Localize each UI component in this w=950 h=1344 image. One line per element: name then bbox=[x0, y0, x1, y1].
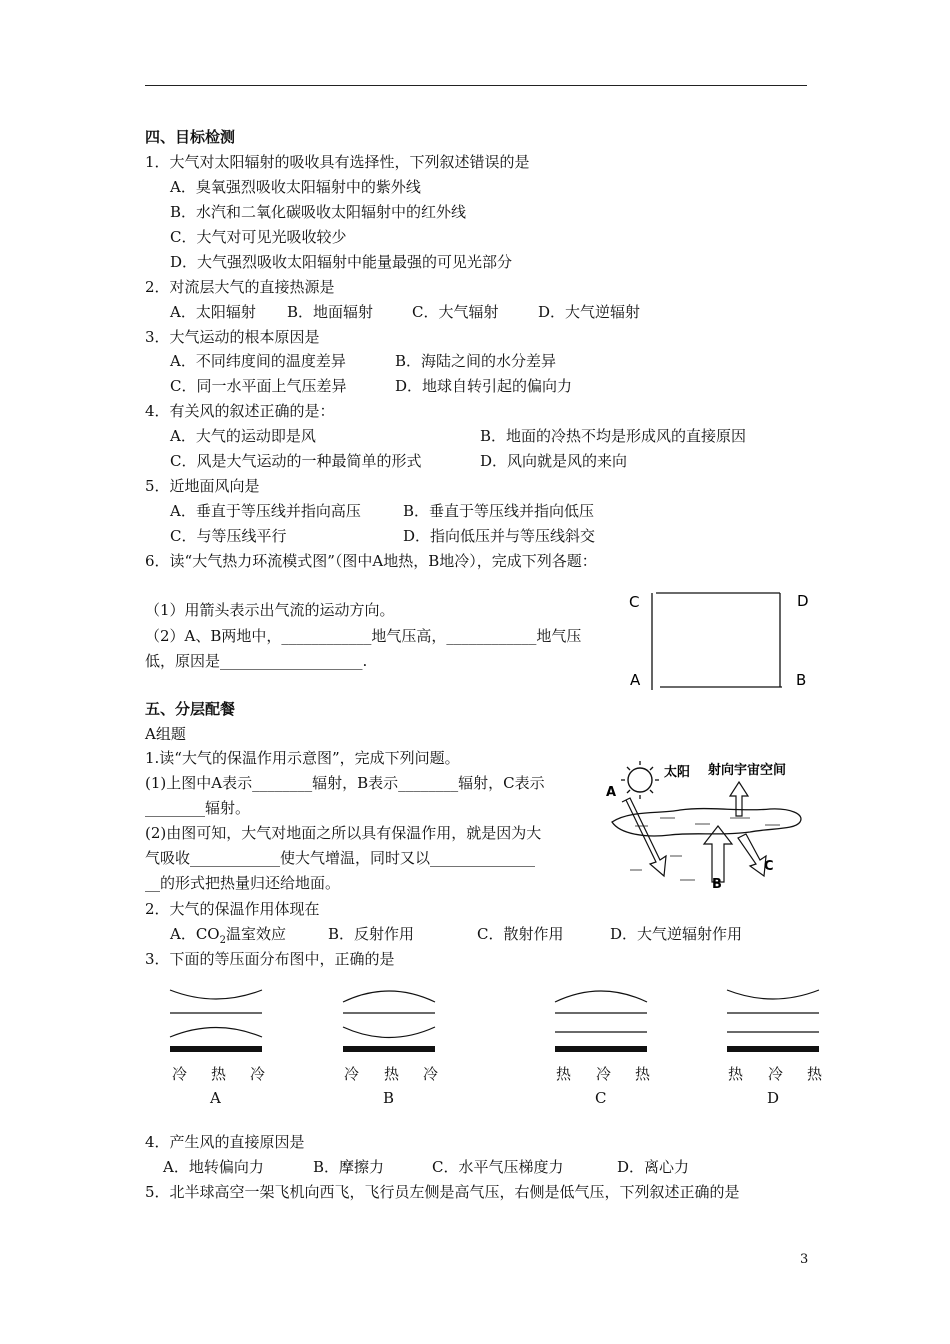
sun-label: 太阳 bbox=[664, 765, 691, 780]
arrow-a-label: A bbox=[606, 785, 617, 800]
question-stem: 1．大气对太阳辐射的吸收具有选择性，下列叙述错误的是 bbox=[145, 153, 530, 171]
sub-question: (2)由图可知，大气对地面之所以具有保温作用，就是因为大 bbox=[145, 824, 542, 842]
isobar-figure-c bbox=[555, 991, 647, 1052]
option-b: B．垂直于等压线并指向低压 bbox=[403, 502, 595, 520]
option-b: B．地面的冷热不均是形成风的直接原因 bbox=[480, 427, 747, 445]
fig-c-label-3: 热 bbox=[635, 1065, 651, 1083]
question-stem: 3．下面的等压面分布图中，正确的是 bbox=[145, 950, 395, 968]
option-d: D．地球自转引起的偏向力 bbox=[395, 377, 573, 395]
option-d: D．离心力 bbox=[617, 1158, 690, 1176]
option-b: B．反射作用 bbox=[328, 925, 415, 943]
label-c: C bbox=[629, 593, 640, 611]
fig-d-label-3: 热 bbox=[807, 1065, 823, 1083]
fig-a-label-1: 冷 bbox=[172, 1065, 188, 1083]
header-rule bbox=[145, 85, 807, 86]
option-d: D．风向就是风的来向 bbox=[480, 452, 628, 470]
greenhouse-diagram bbox=[600, 752, 815, 892]
question-stem: 2．对流层大气的直接热源是 bbox=[145, 278, 335, 296]
option-c: C．风是大气运动的一种最简单的形式 bbox=[170, 452, 422, 470]
question-stem: 2．大气的保温作用体现在 bbox=[145, 900, 320, 918]
label-d: D bbox=[797, 592, 809, 610]
sub-question: （2）A、B两地中，____________地气压高，____________地气压 bbox=[145, 627, 582, 645]
fig-d-label-2: 冷 bbox=[768, 1065, 784, 1083]
option-d: D．指向低压并与等压线斜交 bbox=[403, 527, 596, 545]
question-stem: 1.读“大气的保温作用示意图”，完成下列问题。 bbox=[145, 749, 460, 767]
option-d: D．大气逆辐射作用 bbox=[610, 925, 743, 943]
option-c: C．同一水平面上气压差异 bbox=[170, 377, 347, 395]
option-d: D．大气强烈吸收太阳辐射中能量最强的可见光部分 bbox=[170, 253, 513, 271]
label-b: B bbox=[796, 671, 807, 689]
fig-b-label-1: 冷 bbox=[344, 1065, 360, 1083]
option-a: A．不同纬度间的温度差异 bbox=[170, 352, 346, 370]
page-number: 3 bbox=[800, 1252, 809, 1267]
option-c: C．散射作用 bbox=[477, 925, 564, 943]
question-stem: 6．读“大气热力环流模式图”（图中A地热，B地冷），完成下列各题： bbox=[145, 552, 597, 570]
option-b: B．摩擦力 bbox=[313, 1158, 385, 1176]
question-stem: 4．产生风的直接原因是 bbox=[145, 1133, 305, 1151]
fig-b-label-3: 冷 bbox=[423, 1065, 439, 1083]
option-a: A．大气的运动即是风 bbox=[170, 427, 316, 445]
fig-a-label-3: 冷 bbox=[250, 1065, 266, 1083]
fig-d-label-1: 热 bbox=[728, 1065, 744, 1083]
option-a: A．$CO_2$温室效应 bbox=[170, 925, 286, 946]
sub-question: （1）用箭头表示出气流的运动方向。 bbox=[145, 601, 395, 619]
option-a: A．地转偏向力 bbox=[163, 1158, 264, 1176]
option-a: A．臭氧强烈吸收太阳辐射中的紫外线 bbox=[170, 178, 421, 196]
arrow-c-label: C bbox=[764, 859, 774, 874]
fig-a-label-2: 热 bbox=[211, 1065, 227, 1083]
option-c: C．大气辐射 bbox=[412, 303, 499, 321]
isobar-figure-a bbox=[170, 990, 262, 1052]
thermal-circulation-diagram bbox=[620, 585, 820, 695]
option-c: C．与等压线平行 bbox=[170, 527, 287, 545]
sun-icon bbox=[628, 768, 652, 792]
sub-question: ________辐射。 bbox=[145, 799, 251, 817]
sub-question: (1)上图中A表示________辐射，B表示________辐射，C表示 bbox=[145, 774, 545, 792]
question-stem: 3．大气运动的根本原因是 bbox=[145, 328, 320, 346]
section-title: 五、分层配餐 bbox=[145, 700, 236, 718]
label-a: A bbox=[630, 671, 641, 689]
isobar-figure-d bbox=[727, 990, 819, 1052]
fig-d-name: D bbox=[767, 1089, 780, 1107]
fig-a-name: A bbox=[210, 1089, 221, 1107]
option-a: A．垂直于等压线并指向高压 bbox=[170, 502, 361, 520]
group-label: A组题 bbox=[145, 725, 186, 743]
fig-c-label-2: 冷 bbox=[596, 1065, 612, 1083]
option-c: C．大气对可见光吸收较少 bbox=[170, 228, 347, 246]
option-b: B．海陆之间的水分差异 bbox=[395, 352, 557, 370]
option-a: A．太阳辐射 bbox=[170, 303, 256, 321]
isobar-figure-b bbox=[343, 991, 435, 1052]
question-stem: 5．近地面风向是 bbox=[145, 477, 260, 495]
question-stem: 5．北半球高空一架飞机向西飞，飞行员左侧是高气压，右侧是低气压，下列叙述正确的是 bbox=[145, 1183, 740, 1201]
fig-c-label-1: 热 bbox=[556, 1065, 572, 1083]
isobar-figures bbox=[160, 980, 840, 1110]
sub-question: __的形式把热量归还给地面。 bbox=[145, 874, 341, 892]
question-stem: 4．有关风的叙述正确的是： bbox=[145, 402, 335, 420]
space-label: 射向宇宙空间 bbox=[708, 763, 787, 778]
fig-b-name: B bbox=[383, 1089, 395, 1107]
arrow-b-label: B bbox=[712, 877, 722, 892]
option-b: B．地面辐射 bbox=[287, 303, 374, 321]
option-c: C．水平气压梯度力 bbox=[432, 1158, 564, 1176]
sub-question: 低，原因是___________________. bbox=[145, 652, 368, 670]
option-b: B．水汽和二氧化碳吸收太阳辐射中的红外线 bbox=[170, 203, 467, 221]
fig-b-label-2: 热 bbox=[384, 1065, 400, 1083]
section-title: 四、目标检测 bbox=[145, 128, 236, 146]
option-d: D．大气逆辐射 bbox=[538, 303, 641, 321]
sub-question: 气吸收____________使大气增温，同时又以______________ bbox=[145, 849, 536, 867]
fig-c-name: C bbox=[595, 1089, 607, 1107]
